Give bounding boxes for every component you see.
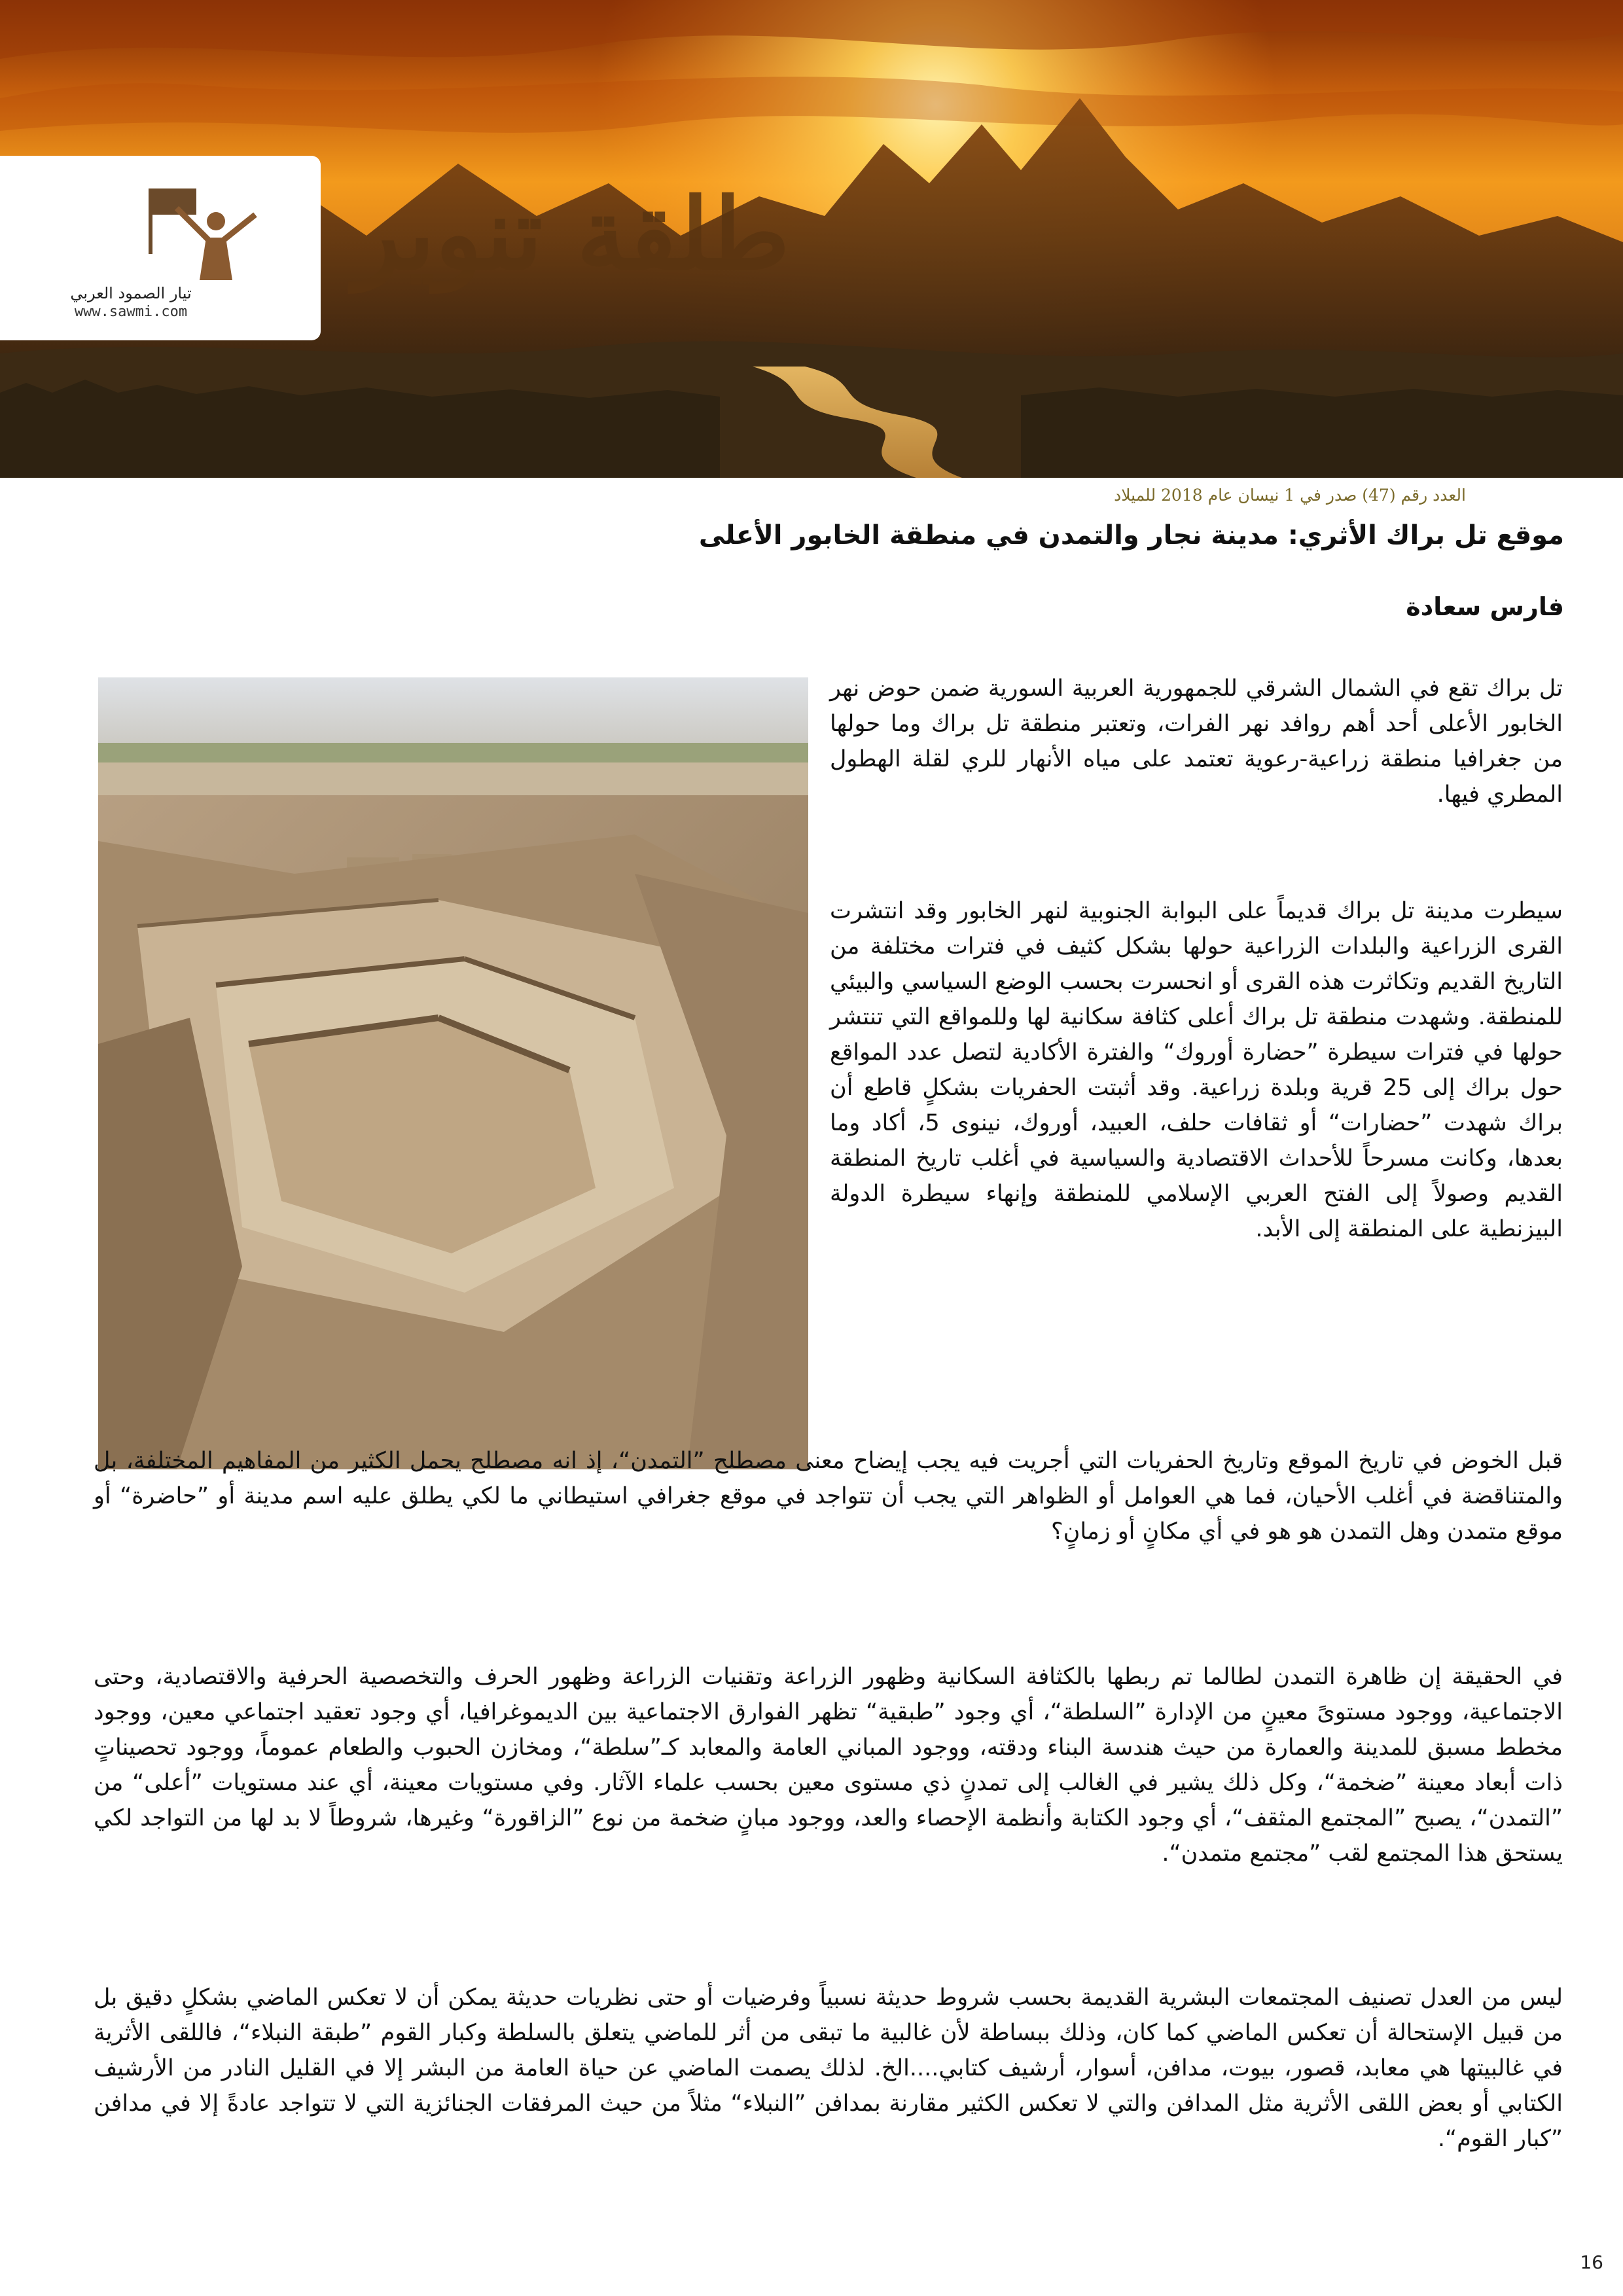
article-title: موقع تل براك الأثري: مدينة نجار والتمدن في منطقة الخابور الأعلى	[698, 520, 1564, 550]
logo-url: www.sawmi.com	[74, 304, 188, 320]
article-paragraph-3: قبل الخوض في تاريخ الموقع وتاريخ الحفريات التي أجريت فيه يجب إيضاح معنى مصطلح ”التمدن“، إذ انه مصطلح يحمل الكثير من المفاهيم المختلفة، بل والمتناقضة في أغلب الأحيان، فما هي العوامل أو الظواهر التي يجب أن تتواجد في موقع جغرافي استيطاني ما لكي يطلق عليه اسم مدينة أو ”حاضرة“ أو موقع متمدن وهل التمدن هو هو في أي مكانٍ أو زمانٍ؟	[94, 1448, 1563, 1545]
organization-logo	[0, 156, 321, 340]
issue-line: العدد رقم (47) صدر في 1 نيسان عام 2018 للميلاد	[1114, 486, 1466, 505]
logo-name: تيار الصمود العربي	[70, 284, 192, 302]
page-number: 16	[1580, 2251, 1603, 2273]
article-paragraph-1: تل براك تقع في الشمال الشرقي للجمهورية العربية السورية ضمن حوض نهر الخابور الأعلى أحد أهم روافد نهر الفرات، وتعتبر منطقة تل براك وما حولها من جغرافيا منطقة زراعية-رعوية تعتمد على مياه الأنهار للري لقلة الهطول المطري فيها.	[830, 675, 1563, 808]
article-paragraph-5: ليس من العدل تصنيف المجتمعات البشرية القديمة بحسب شروط حديثة نسبياً وفرضيات أو حتى نظريات حديثة يمكن أن لا تعكس الماضي بشكلٍ دقيق بل من قبيل الإستحالة أن تعكس الماضي كما كان، وذلك ببساطة لأن غالبية ما تبقى من أثر للماضي يتعلق بالسلطة وكبار القوم ”طبقة النبلاء“، فاللقى الأثرية في غالبيتها هي معابد، قصور، بيوت، مدافن، أسوار، أرشيف كتابي....الخ. لذلك يصمت الماضي عن حياة العامة من البشر إلا في القليل النادر من الأرشيف الكتابي أو بعض اللقى الأثرية مثل المدافن والتي لا تعكس الكثير مقارنة بمدافن ”النبلاء“ مثلاً من حيث المرفقات الجنائزية التي لا تتواجد عادةً إلا في مدافن ”كبار القوم“.	[94, 1984, 1563, 2152]
article-author: فارس سعادة	[1406, 592, 1564, 621]
article-paragraph-4: في الحقيقة إن ظاهرة التمدن لطالما تم ربطها بالكثافة السكانية وظهور الزراعة وتقنيات الزراعة وظهور الحرف والتخصصية الحرفية والاقتصادية، وحتى الاجتماعية، ووجود مستوىً معينٍ من الإدارة ”السلطة“، أي وجود ”طبقية“ تظهر الفوارق الاجتماعية بين الديموغرافيا، أي وجود تعقيد اجتماعي معين، ووجود مخطط مسبق للمدينة والعمارة من حيث هندسة البناء ودقته، ووجود المباني العامة والمعابد كـ”سلطة“، ومخازن الحبوب والطعام عموماً، ووجود تحصيناتٍ ذات أبعاد معينة ”ضخمة“، وكل ذلك يشير في الغالب إلى تمدنٍ ذي مستوى معين بحسب علماء الآثار. وفي مستويات معينة، أي عند مستويات ”أعلى“ من ”التمدن“، يصبح ”المجتمع المثقف“، أي وجود الكتابة وأنظمة الإحصاء والعد، ووجود مبانٍ ضخمة من نوع ”الزاقورة“ وغيرها، شروطاً لا بد لها من التواجد لكي يستحق هذا المجتمع لقب ”مجتمع متمدن“.	[94, 1664, 1563, 1867]
header-banner	[0, 0, 1623, 478]
excavation-photo	[98, 677, 808, 1469]
flag-figure-icon	[137, 182, 268, 280]
article-paragraph-2: سيطرت مدينة تل براك قديماً على البوابة الجنوبية لنهر الخابور وقد انتشرت القرى الزراعية والبلدات الزراعية حولها بشكل كثيف في فترات مختلفة من التاريخ القديم وتكاثرت هذه القرى أو انحسرت بحسب الوضع السياسي والبيئي للمنطقة. وشهدت منطقة تل براك أعلى كثافة سكانية لها وللمواقع التي تنتشر حولها في فترات سيطرة ”حضارة أوروك“ والفترة الأكادية لتصل عدد المواقع حول براك إلى 25 قرية وبلدة زراعية. وقد أثبتت الحفريات بشكلٍ قاطع أن براك شهدت ”حضارات“ أو ثقافات حلف، العبيد، أوروك، نينوى 5، أكاد وما بعدها، وكانت مسرحاً للأحداث الاقتصادية والسياسية في أغلب تاريخ المنطقة القديم وصولاً إلى الفتح العربي الإسلامي للمنطقة وإنهاء سيطرة الدولة البيزنطية على المنطقة إلى الأبد.	[830, 898, 1563, 1242]
masthead-title: طلقة تنوير	[353, 177, 790, 292]
